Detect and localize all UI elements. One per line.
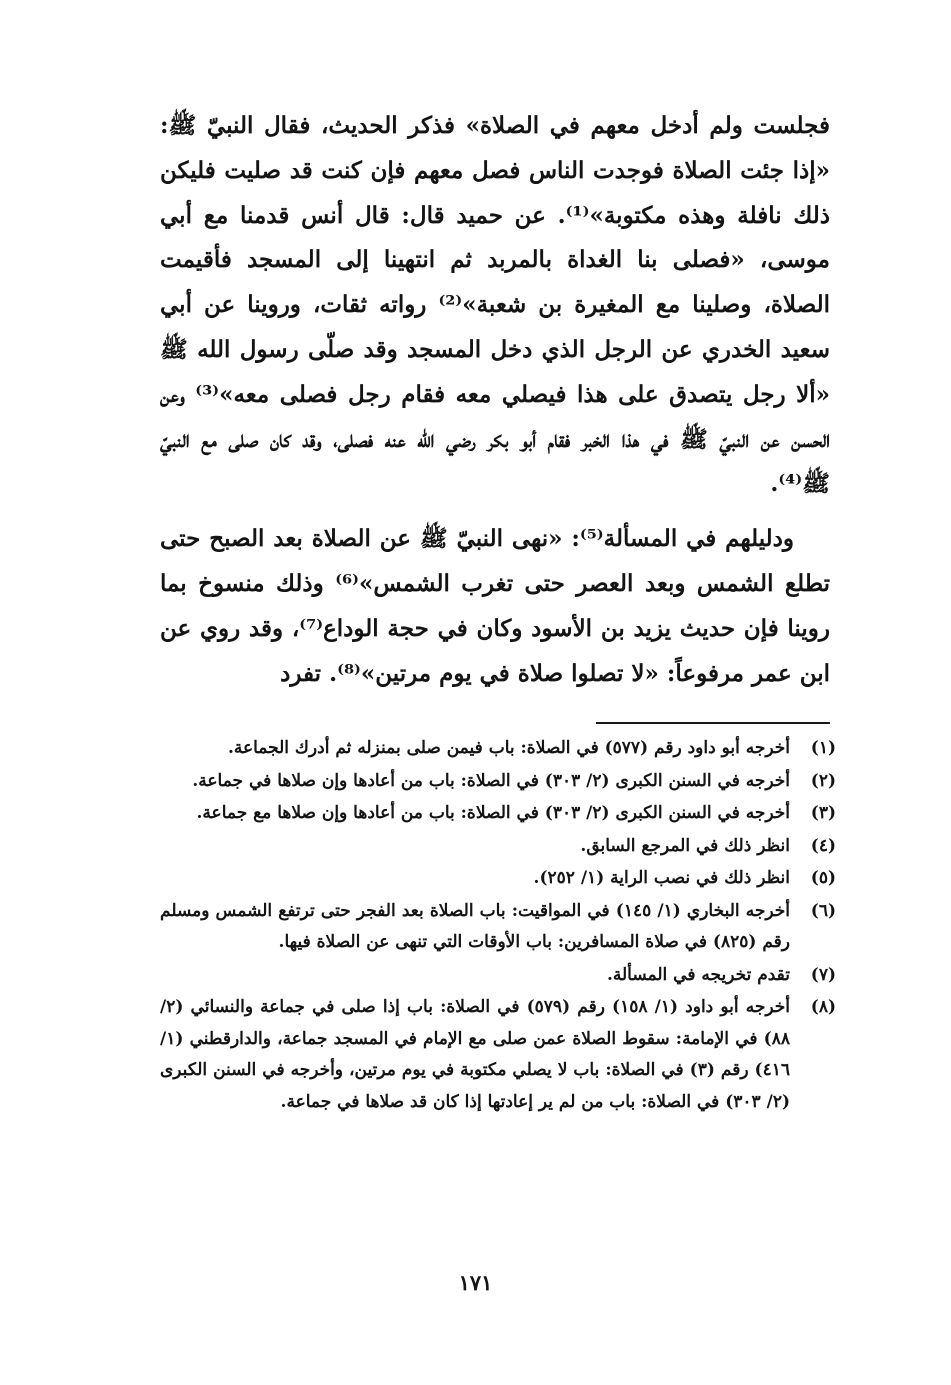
- body-paragraph: ودليلهم في المسألة⁽⁵⁾: «نهى النبيّ ﷺ عن الصلاة بعد الصبح حتى تطلع الشمس وبعد العصر حتى تغرب الشمس»⁽⁶⁾ وذلك منسوخ بما روينا فإن حديث يزيد بن الأسود وكان في حجة الوداع⁽⁷⁾، وقد روي عن ابن عمر مرفوعاً: «لا تصلوا صلاة في يوم مرتين»⁽⁸⁾. تفرد: [160, 525, 830, 687]
- footnote-number: (٤): [810, 835, 836, 856]
- footnote: [160, 733, 836, 765]
- footnote-text: أخرجه أبو داود (١/ ١٥٨) رقم (٥٧٩) في الصلاة: باب إذا صلى في جماعة والنسائي (٢/ ٨٨) في الإمامة: سقوط الصلاة عمن صلى مع الإمام في المسجد جماعة، والدارقطني (١/ ٤١٦) رقم (٣) في الصلاة: باب لا يصلي مكتوبة في يوم مرتين، وأخرجه في السنن الكبرى (٢/ ٣٠٣) في الصلاة: باب من لم ير إعادتها إذا كان قد صلاها في جماعة.: [160, 997, 790, 1112]
- footnote-number: (٦): [810, 900, 836, 921]
- footnote-number: (٧): [810, 964, 836, 985]
- footnote: [160, 992, 836, 1118]
- footnote-text: أخرجه أبو داود رقم (٥٧٧) في الصلاة: باب فيمن صلى بمنزله ثم أدرك الجماعة.: [227, 738, 790, 758]
- footnote-text: أخرجه في السنن الكبرى (٢/ ٣٠٣) في الصلاة: باب من أعادها وإن صلاها مع جماعة.: [196, 803, 790, 823]
- footnote-number: (٨): [810, 997, 836, 1017]
- footnotes-list: [160, 733, 836, 1119]
- page-number: ١٧١: [458, 1270, 493, 1295]
- body-paragraph: فجلست ولم أدخل معهم في الصلاة» فذكر الحديث، فقال النبيّ ﷺ: «إذا جئت الصلاة فوجدت الناس فصل معهم فإن كنت قد صليت فليكن ذلك نافلة وهذه مكتوبة»⁽¹⁾. عن حميد قال: قال أنس قدمنا مع أبي موسى، «فصلى بنا الغداة بالمربد ثم انتهينا إلى المسجد فأقيمت الصلاة، وصلينا مع المغيرة بن شعبة»⁽²⁾ رواته ثقات، وروينا عن أبي سعيد الخدري عن الرجل الذي دخل المسجد وقد صلّى رسول الله ﷺ «ألا رجل يتصدق على هذا فيصلي معه فقام رجل فصلى معه»⁽³⁾ وعن الحسن عن النبيّ ﷺ في هذا الخبر فقام أبو بكر رضي الله عنه فصلى، وقد كان صلى مع النبيّ ﷺ⁽⁴⁾.: [160, 112, 831, 498]
- footnote: [160, 960, 836, 992]
- footnote: [160, 798, 836, 830]
- footnote-number: (٢): [810, 770, 836, 791]
- footnote-number: (٥): [810, 868, 836, 888]
- footnote: [160, 896, 836, 959]
- footnote-number: (٣): [810, 803, 836, 823]
- footnote: [160, 831, 836, 863]
- footnote-text: تقدم تخريجه في المسألة.: [606, 964, 790, 985]
- footnote-separator: [596, 722, 830, 724]
- footnote-text: انظر ذلك في المرجع السابق.: [580, 835, 790, 856]
- footnote-text: أخرجه البخاري (١/ ١٤٥) في المواقيت: باب الصلاة بعد الفجر حتى ترتفع الشمس ومسلم رقم (٨٢٥) في صلاة المسافرين: باب الأوقات التي تنهى عن الصلاة فيها.: [160, 900, 790, 952]
- footnote: [160, 863, 836, 895]
- footnote-number: (١): [810, 738, 836, 758]
- footnote-text: انظر ذلك في نصب الراية (١/ ٢٥٢).: [533, 868, 790, 888]
- footnote-text: أخرجه في السنن الكبرى (٢/ ٣٠٣) في الصلاة: باب من أعادها وإن صلاها في جماعة.: [192, 770, 790, 791]
- footnote: [160, 766, 836, 798]
- main-text: [160, 104, 830, 696]
